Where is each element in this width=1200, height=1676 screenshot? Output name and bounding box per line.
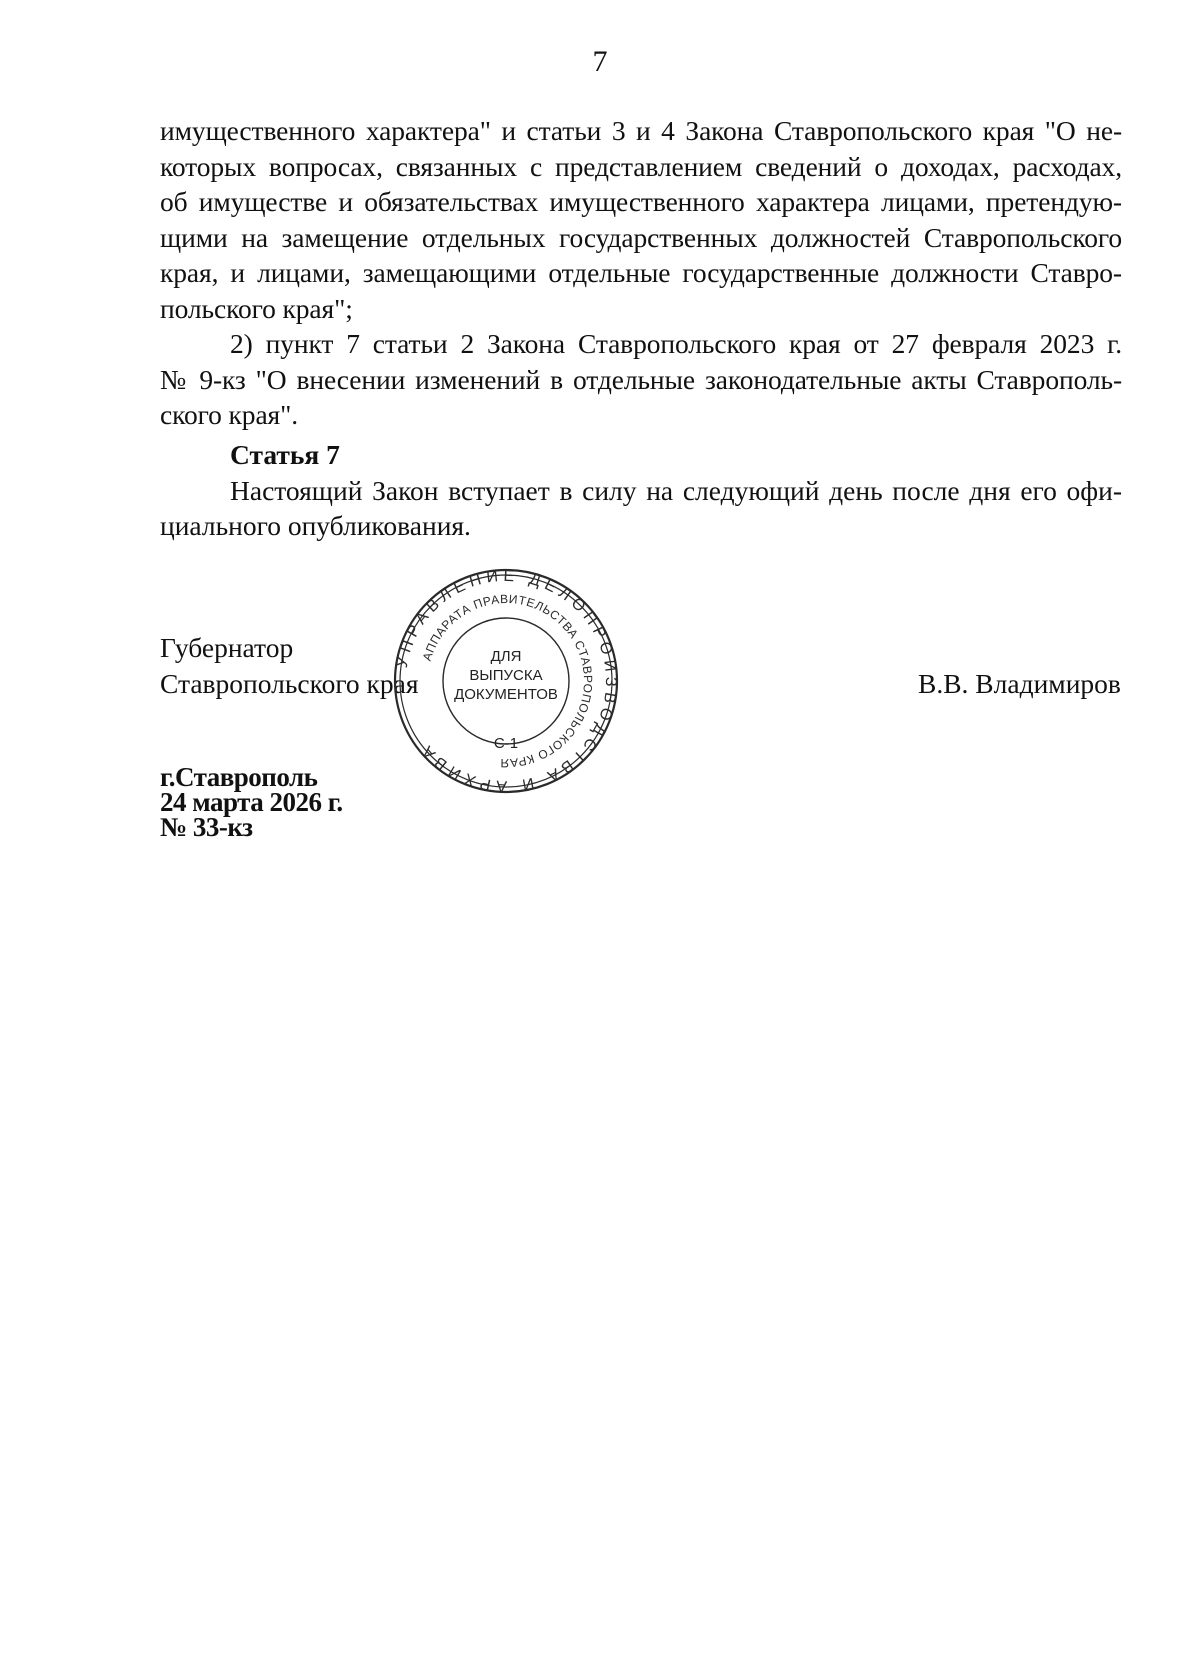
text-line: 2) пункт 7 статьи 2 Закона Ставропольского края от 27 февраля 2023 г. [230, 328, 1122, 359]
seal-center-text [392, 647, 620, 704]
law-body-text [160, 113, 1122, 433]
date: 24 марта 2026 г. [160, 787, 343, 817]
official-seal [392, 567, 620, 795]
text-line: имущественного характера" и статьи 3 и 4 Закона Ставропольского края "О не- [160, 115, 1122, 146]
text-line: которых вопросах, связанных с представлением сведений о доходах, расходах, [160, 150, 1122, 182]
law-requisites [160, 762, 343, 842]
article-title: Статья 7 [230, 439, 340, 470]
city: г.Ставрополь [160, 762, 318, 792]
seal-inner-text: АППАРАТА ПРАВИТЕЛЬСТВА СТАВРОПОЛЬСКОГО КРАЯ [419, 591, 596, 771]
signatory-name: В.В. Владимиров [918, 668, 1121, 699]
text-line: щими на замещение отдельных государственных должностей Ставропольского [160, 221, 1122, 253]
seal-center-line: ДОКУМЕНТОВ [454, 686, 558, 703]
seal-code: С-1 [493, 735, 519, 752]
page-number: 7 [592, 45, 608, 78]
seal-center-line: ДЛЯ [490, 648, 522, 665]
paragraph-item-2 [160, 326, 1122, 433]
text-line: № 9-кз "О внесении изменений в отдельные законодательные акты Ставрополь- [160, 363, 1122, 395]
text-line: об имуществе и обязательствах имущественного характера лицами, претендую- [160, 186, 1122, 217]
seal-outer-text: УПРАВЛЕНИЕ ДЕЛОПРОИЗВОДСТВА И АРХИВА [393, 567, 620, 795]
paragraph-continuation [160, 113, 1122, 326]
law-number: № 33-кз [160, 812, 253, 842]
text-line: циального опубликования. [160, 510, 471, 541]
signature-position [160, 630, 419, 702]
position-line: Губернатор [160, 632, 294, 663]
seal-center-line: ВЫПУСКА [469, 667, 543, 684]
position-line: Ставропольского края [160, 668, 419, 699]
text-line: польского края"; [160, 292, 353, 324]
text-line: Настоящий Закон вступает в силу на следующий день после дня его офи- [230, 474, 1122, 506]
text-line: края, и лицами, замещающими отдельные государственные должности Ставро- [160, 257, 1122, 288]
text-line: ского края". [160, 399, 299, 430]
article-7 [160, 437, 1122, 544]
